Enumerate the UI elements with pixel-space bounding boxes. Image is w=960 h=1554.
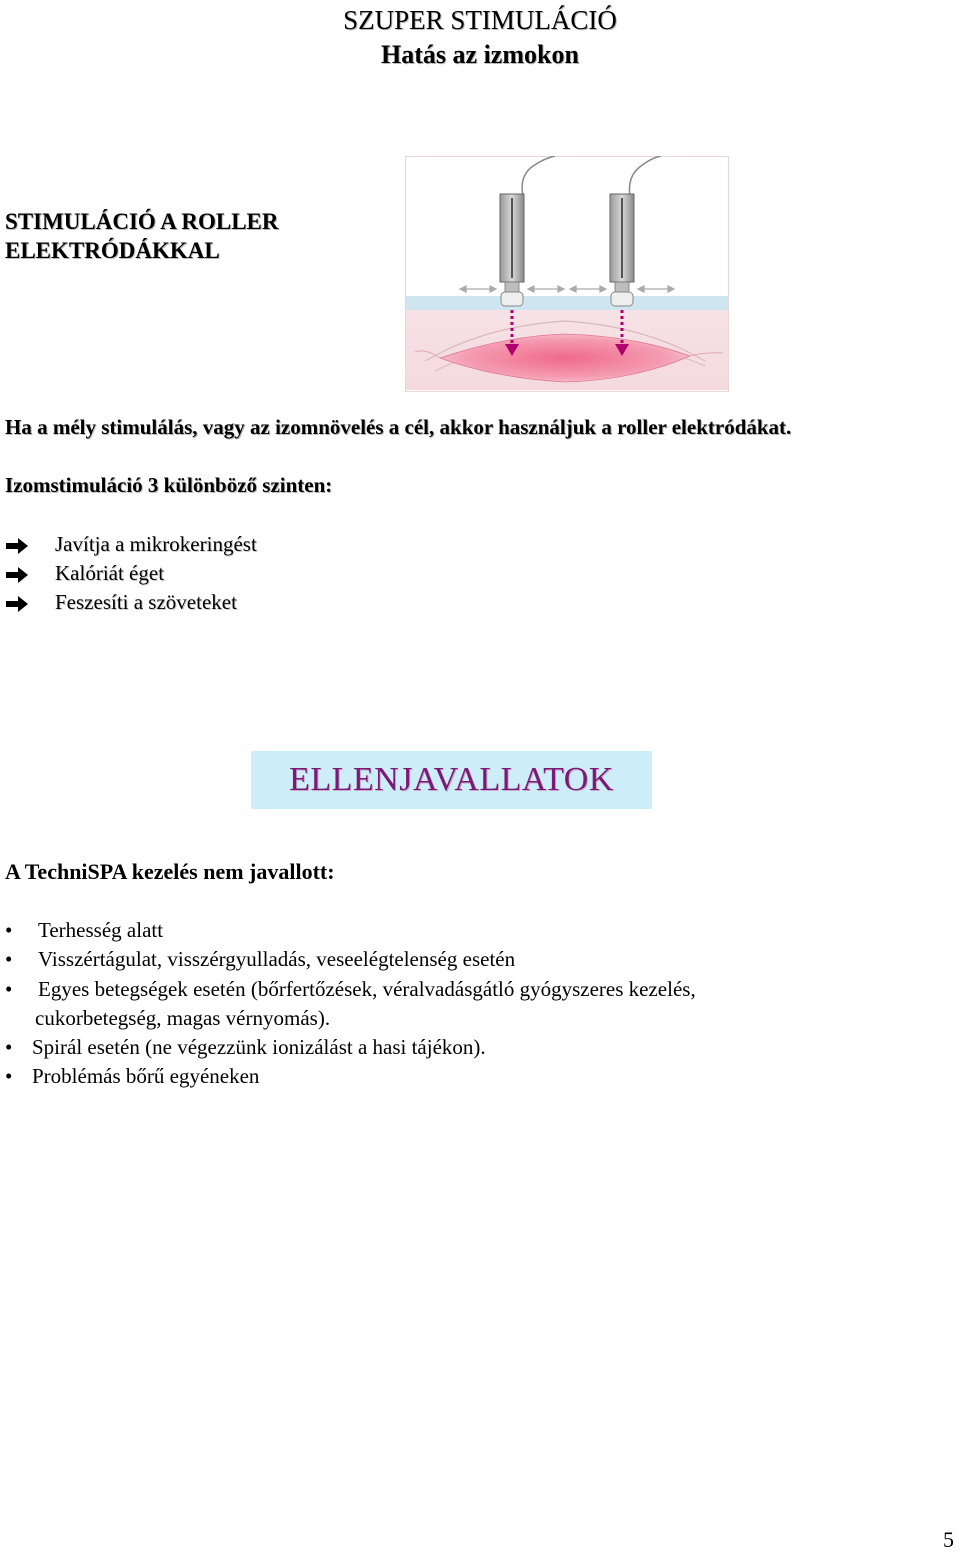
page-number: 5: [943, 1527, 954, 1552]
muscle-stimulation-diagram: [405, 156, 729, 392]
list-item: [0, 945, 950, 974]
list-item-text: Problémás bőrű egyéneken: [32, 1064, 260, 1089]
list-item: [0, 1004, 950, 1033]
list-item: [0, 1033, 950, 1062]
benefit-item: [5, 530, 257, 559]
list-item-text: Spirál esetén (ne végezzünk ionizálást a hasi tájékon).: [32, 1035, 486, 1060]
list-item-text: cukorbetegség, magas vérnyomás).: [35, 1005, 331, 1030]
list-item-text: Visszértágulat, visszérgyulladás, veseelégtelenség esetén: [38, 947, 516, 972]
list-item: [0, 975, 950, 1004]
section-heading-line1: STIMULÁCIÓ A ROLLER: [5, 209, 279, 234]
benefit-item: [5, 588, 237, 617]
list-item: [0, 1062, 950, 1091]
intro-line-roller: Ha a mély stimulálás, vagy az izomnövelés a cél, akkor használjuk a roller elektródákat.: [5, 415, 792, 439]
list-item: [0, 916, 950, 945]
list-item-text: Terhesség alatt: [38, 918, 164, 942]
bullet: •: [5, 976, 13, 1001]
roller-electrode-illustration: [405, 156, 729, 392]
page-title: SZUPER STIMULÁCIÓ: [343, 5, 617, 35]
benefit-item: [5, 559, 164, 588]
contraindications-list: [0, 916, 950, 1092]
bullet: •: [5, 918, 13, 942]
contraindications-intro: A TechniSPA kezelés nem javallott:: [5, 859, 335, 884]
bullet: •: [5, 947, 13, 972]
arrow-right-icon: [5, 564, 29, 584]
arrow-right-icon: [5, 535, 29, 555]
contraindications-heading: ELLENJAVALLATOK: [289, 761, 614, 798]
list-item-text: Egyes betegségek esetén (bőrfertőzések, véralvadásgátló gyógyszeres kezelés,: [38, 976, 696, 1001]
intro-line-levels: Izomstimuláció 3 különböző szinten:: [5, 473, 333, 497]
arrow-right-icon: [5, 593, 29, 613]
bullet: •: [5, 1064, 13, 1089]
page-subtitle: Hatás az izmokon: [381, 40, 579, 69]
benefit-label: Feszesíti a szöveteket: [55, 590, 237, 614]
benefit-label: Kalóriát éget: [55, 561, 165, 585]
bullet: •: [5, 1035, 13, 1060]
benefit-label: Javítja a mikrokeringést: [55, 532, 257, 556]
section-heading-line2: ELEKTRÓDÁKKAL: [5, 238, 220, 263]
contraindications-banner: [251, 751, 652, 809]
